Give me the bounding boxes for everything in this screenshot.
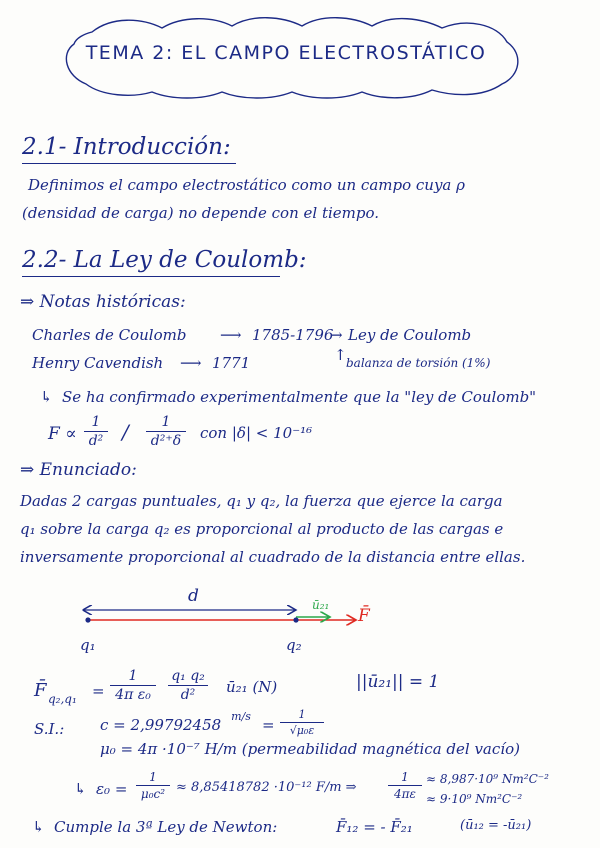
charge-q1-point — [85, 617, 90, 622]
cavendish-year: 1771 — [212, 354, 251, 372]
unit-norm: ||ū₂₁|| = 1 — [356, 672, 440, 692]
intro-line-2: (densidad de carga) no depende con el tiempo. — [22, 204, 380, 222]
newton-line: Cumple la 3ª Ley de Newton: — [54, 818, 278, 836]
up-arrow-icon: ↑ — [334, 346, 347, 364]
coulomb-name: Charles de Coulomb — [32, 326, 187, 344]
f-proportional: F ∝ — [48, 424, 77, 444]
fraction-q1q2-over-d2 — [168, 668, 208, 703]
arrow-icon: ⟶ — [220, 326, 242, 344]
k-value-approx-1: ≈ 8,987·10⁹ Nm²C⁻² — [426, 772, 549, 786]
denominator: √μ₀ε — [289, 724, 315, 737]
fraction-bar — [168, 685, 208, 686]
speed-of-light: c = 2,99792458 — [100, 716, 222, 734]
numerator: 1 — [91, 414, 101, 430]
coulomb-dates: 1785-1796 — [252, 326, 334, 344]
q1-label: q₁ — [80, 636, 96, 654]
fraction-1-over-sqrt — [280, 708, 324, 737]
numerator: 1 — [149, 770, 157, 784]
enunciado-heading: ⇒ Enunciado: — [20, 460, 137, 480]
numerator: 1 — [161, 414, 171, 430]
page-title: TEMA 2: EL CAMPO ELECTROSTÁTICO — [85, 42, 487, 64]
section-coulomb-heading: 2.2- La Ley de Coulomb: — [22, 247, 307, 273]
mu0-line: μ₀ = 4π ·10⁻⁷ H/m (permeabilidad magnética del vacío) — [100, 740, 520, 758]
enunciado-line-1: Dadas 2 cargas puntuales, q₁ y q₂, la fuerza que ejerce la carga — [20, 492, 503, 510]
force-subscript: q₂,q₁ — [48, 692, 77, 706]
enunciado-line-2: q₁ sobre la carga q₂ es proporcional al producto de las cargas e — [20, 520, 504, 538]
unit-vector-newtons: ū₂₁ (N) — [226, 678, 278, 696]
denominator: d²⁺δ — [150, 433, 182, 449]
fraction-1-over-mu-c2 — [136, 770, 170, 801]
fraction-bar — [136, 785, 170, 786]
intro-line-1: Definimos el campo electrostático como un campo cuya ρ — [28, 176, 465, 194]
newton-unit-vectors: (ū₁₂ = -ū₂₁) — [460, 818, 532, 833]
balanza-note: balanza de torsión (1%) — [346, 356, 491, 370]
numerator: 1 — [128, 668, 138, 684]
force-symbol: F̄ — [34, 680, 47, 701]
distance-label: d — [188, 586, 199, 606]
fraction-bar — [110, 685, 156, 686]
epsilon0-value: ≈ 8,85418782 ·10⁻¹² F/m ⇒ — [176, 780, 357, 795]
denominator: d² — [88, 433, 104, 449]
newton-equation: F̄₁₂ = - F̄₂₁ — [336, 818, 413, 836]
arrow-icon: ↳ — [40, 388, 53, 406]
unit: m/s — [231, 710, 251, 723]
numerator: 1 — [401, 770, 409, 784]
denominator: d² — [180, 687, 196, 703]
equals-sign: = — [262, 716, 275, 734]
arrow-icon: ↳ — [32, 818, 45, 836]
denominator: 4π ε₀ — [115, 687, 151, 703]
numerator: q₁ q₂ — [171, 668, 205, 684]
equals-sign: = — [92, 682, 105, 700]
notes-heading: ⇒ Notas históricas: — [20, 292, 186, 312]
unit-vector-label: ū₂₁ — [312, 598, 330, 612]
fraction-bar — [388, 785, 422, 786]
cavendish-name: Henry Cavendish — [32, 354, 164, 372]
k-value-approx-2: ≈ 9·10⁹ Nm²C⁻² — [426, 792, 523, 806]
epsilon0-symbol: ε₀ = — [96, 780, 128, 798]
coulomb-law: Ley de Coulomb — [348, 326, 472, 344]
charge-q2-point — [293, 617, 298, 622]
fraction-1-over-4pie — [388, 770, 422, 801]
denominator: μ₀c² — [140, 787, 166, 801]
slash: / — [122, 420, 129, 444]
denominator: 4πε — [394, 787, 416, 801]
fraction-bar — [280, 722, 324, 723]
arrow-icon: ⟶ — [180, 354, 202, 372]
confirmed-line: Se ha confirmado experimentalmente que la "ley de Coulomb" — [62, 388, 537, 406]
arrow-icon: ↳ — [74, 780, 87, 798]
fraction-1-over-4pie0 — [110, 668, 156, 703]
si-label: S.I.: — [34, 720, 65, 738]
enunciado-line-3: inversamente proporcional al cuadrado de la distancia entre ellas. — [20, 548, 526, 566]
numerator: 1 — [298, 708, 306, 721]
arrow-icon: → — [330, 326, 343, 344]
section-intro-heading: 2.1- Introducción: — [22, 134, 231, 160]
delta-condition: con |δ| < 10⁻¹⁶ — [200, 424, 313, 442]
q2-label: q₂ — [286, 636, 302, 654]
unit-m-s — [230, 710, 252, 723]
force-label: F̄ — [358, 606, 370, 626]
